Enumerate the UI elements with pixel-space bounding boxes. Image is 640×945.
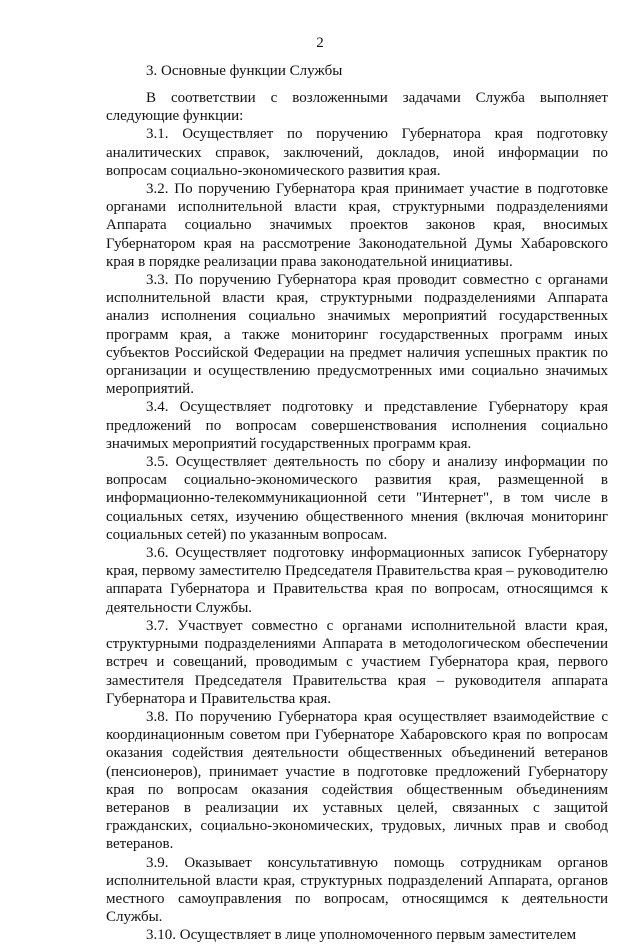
- page-number: 2: [316, 35, 324, 51]
- intro-paragraph: В соответствии с возложенными задачами Служба выполняет следующие функции:: [106, 90, 608, 125]
- function-item-3-2: 3.2. По поручению Губернатора края принимает участие в подготовке органами исполнительной власти края, структурными подразделениями Аппарата социально значимых проектов законов края, вносимых Губернатором края на рассмотрение Законодательной Думы Хабаровского края в порядке реализации права законодательной инициативы.: [106, 181, 608, 270]
- function-item-3-4: 3.4. Осуществляет подготовку и представление Губернатору края предложений по вопросам совершенствования исполнения социально значимых мероприятий государственных программ края.: [106, 399, 608, 452]
- document-body: [106, 83, 608, 945]
- function-item-3-5: 3.5. Осуществляет деятельность по сбору и анализу информации по вопросам социально-экономического развития края, размещенной в информационно-телекоммуникационной сети "Интернет", в том числе в социальных сетях, изучению общественного мнения (включая мониторинг социальных сетей) по указанным вопросам.: [106, 454, 608, 543]
- section-heading: 3. Основные функции Службы: [146, 63, 343, 79]
- function-item-3-9: 3.9. Оказывает консультативную помощь сотрудникам органов исполнительной власти края, структурных подразделений Аппарата, органов местного самоуправления по вопросам, относящимся к деятельности Службы.: [106, 854, 608, 926]
- function-item-3-1: 3.1. Осуществляет по поручению Губернатора края подготовку аналитических справок, заключений, докладов, иной информации по вопросам социально-экономического развития края.: [106, 126, 608, 179]
- function-item-3-8: 3.8. По поручению Губернатора края осуществляет взаимодействие с координационным советом при Губернаторе Хабаровского края по вопросам оказания содействия деятельности общественных объединений ветеранов (пенсионеров), принимает участие в подготовке предложений Губернатору края по вопросам оказания содействия общественным объединениям ветеранов в реализации их уставных целей, связанных с защитой гражданских, социально-экономических, трудовых, личных прав и свобод ветеранов.: [106, 708, 608, 853]
- function-item-3-7: 3.7. Участвует совместно с органами исполнительной власти края, структурными подразделениями Аппарата в методологическом обеспечении встреч и совещаний, проводимым с участием Губернатора края, первого заместителя Председателя Правительства края – руководителя аппарата Губернатора и Правительства края.: [106, 617, 608, 707]
- function-item-3-6: 3.6. Осуществляет подготовку информационных записок Губернатору края, первому заместителю Председателя Правительства края – руководителю аппарата Губернатора и Правительства края по вопросам, относящимся к деятельности Службы.: [106, 545, 608, 616]
- function-item-3-3: 3.3. По поручению Губернатора края проводит совместно с органами исполнительной власти края, структурными подразделениями Аппарата анализ исполнения социально значимых мероприятий государственных программ края, а также мониторинг государственных программ иных субъектов Российской Федерации на предмет наличия успешных практик по организации и осуществлению предусмотренных ими социально значимых мероприятий.: [106, 272, 608, 398]
- function-item-3-10: 3.10. Осуществляет в лице уполномоченного первым заместителем: [146, 927, 577, 944]
